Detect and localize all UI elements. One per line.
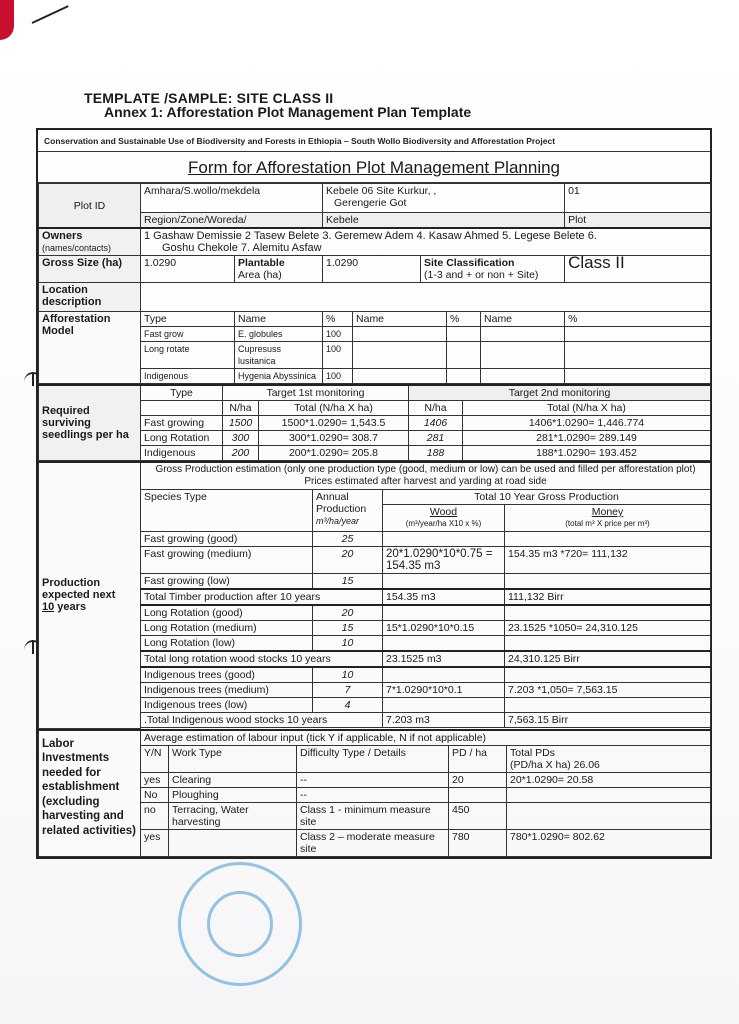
kebele-value-line1: Kebele 06 Site Kurkur, , [326, 185, 437, 197]
annual-cell: 15 [313, 621, 383, 636]
model-header-pct3: % [565, 312, 711, 327]
money-cell [505, 667, 711, 683]
labor-yn: no [141, 802, 169, 829]
model-header-pct: % [323, 312, 353, 327]
labor-total: 20*1.0290= 20.58 [507, 772, 711, 787]
labor-note: Average estimation of labour input (tick Y if applicable, N if not applicable) [141, 730, 711, 746]
official-stamp-icon [178, 862, 302, 986]
model-row-name: E. globules [235, 327, 323, 342]
model-row-pct: 100 [323, 369, 353, 384]
annual-cell: 10 [313, 636, 383, 652]
labor-difficulty: -- [297, 787, 449, 802]
labor-pd: 450 [449, 802, 507, 829]
owners-line1: 1 Gashaw Demissie 2 Tasew Belete 3. Geremew Adem 4. Kasaw Ahmed 5. Legese Belete 6. [144, 230, 597, 242]
species-cell: Indigenous trees (medium) [141, 683, 313, 698]
model-header-name2: Name [353, 312, 447, 327]
seedling-type: Indigenous [141, 446, 223, 461]
kebele-value [323, 184, 565, 213]
target1-header: Target 1st monitoring [223, 385, 409, 401]
total-money-cell: 7,563.15 Birr [505, 713, 711, 728]
money-cell: 154.35 m3 *720= 111,132 [505, 547, 711, 574]
labor-work: Terracing, Water harvesting [169, 802, 297, 829]
species-header: Species Type [141, 490, 313, 532]
production-table [38, 461, 711, 729]
plantable-subtitle: Area (ha) [238, 269, 282, 281]
production-years-word: years [54, 601, 87, 614]
form-frame [36, 128, 712, 859]
money-cell: 7.203 *1,050= 7,563.15 [505, 683, 711, 698]
location-value [141, 283, 711, 312]
region-label: Region/Zone/Woreda/ [141, 213, 323, 229]
total-wood-cell: 7.203 m3 [383, 713, 505, 728]
annual-cell: 4 [313, 698, 383, 713]
seedlings-type-header: Type [141, 385, 223, 401]
plot-value: 01 [565, 184, 711, 213]
seedling-total2: 281*1.0290= 289.149 [463, 431, 711, 446]
production-note: Gross Production estimation (only one production type (good, medium or low) can be used and filled per afforestation plot) Prices estimated after harvest and yarding at road side [141, 462, 711, 490]
site-class-sublabel: (1-3 and + or non + Site) [424, 269, 539, 281]
labor-difficulty: Class 2 – moderate measure site [297, 829, 449, 856]
labor-pd: 20 [449, 772, 507, 787]
kebele-label: Kebele [323, 213, 565, 229]
labor-label: Labor Investments needed for establishment (excluding harvesting and related activities) [39, 730, 141, 857]
seedling-n1: 1500 [223, 416, 259, 431]
wood-cell: 20*1.0290*10*0.75 = 154.35 m3 [383, 547, 505, 574]
owners-title: Owners [42, 230, 83, 242]
seedling-n2: 281 [409, 431, 463, 446]
seedling-n2: 1406 [409, 416, 463, 431]
labor-difficulty: Class 1 - minimum measure site [297, 802, 449, 829]
yn-header: Y/N [141, 745, 169, 772]
wood-cell [383, 636, 505, 652]
money-cell [505, 574, 711, 590]
gross-size-value: 1.0290 [141, 256, 235, 283]
total-wood-cell: 23.1525 m3 [383, 651, 505, 667]
annual-unit: m³/ha/year [316, 516, 360, 526]
model-row-name: Cupresuss lusitanica [235, 342, 323, 369]
labor-total [507, 802, 711, 829]
money-cell [505, 698, 711, 713]
wood-cell [383, 667, 505, 683]
site-class-label [421, 256, 565, 283]
wood-cell [383, 574, 505, 590]
money-cell: 23.1525 *1050= 24,310.125 [505, 621, 711, 636]
labor-work: Clearing [169, 772, 297, 787]
production-label [39, 462, 141, 728]
handwritten-check-mark [32, 5, 69, 24]
labor-pd: 780 [449, 829, 507, 856]
annual-cell: 25 [313, 532, 383, 547]
seedling-n1: 200 [223, 446, 259, 461]
seedling-n1: 300 [223, 431, 259, 446]
total-header: Total (N/ha X ha) [259, 401, 409, 416]
labor-pd [449, 787, 507, 802]
nha-header-2: N/ha [409, 401, 463, 416]
model-header-pct2: % [447, 312, 481, 327]
seedling-total2: 1406*1.0290= 1,446.774 [463, 416, 711, 431]
owners-sublabel: (names/contacts) [42, 243, 112, 253]
total-species-cell: Total long rotation wood stocks 10 years [141, 651, 383, 667]
seedling-total1: 200*1.0290= 205.8 [259, 446, 409, 461]
wood-unit: (m³/year/ha X10 x %) [405, 519, 482, 528]
wood-cell: 7*1.0290*10*0.1 [383, 683, 505, 698]
total-pds-header [507, 745, 711, 772]
wood-cell [383, 532, 505, 547]
nha-header: N/ha [223, 401, 259, 416]
model-row-type: Fast grow [141, 327, 235, 342]
model-header-name: Name [235, 312, 323, 327]
money-cell [505, 636, 711, 652]
labor-yn: No [141, 787, 169, 802]
seedling-n2: 188 [409, 446, 463, 461]
annual-cell: 7 [313, 683, 383, 698]
labor-difficulty: -- [297, 772, 449, 787]
wood-header [383, 505, 505, 532]
annual-cell: 10 [313, 667, 383, 683]
plantable-label [235, 256, 323, 283]
species-cell: Indigenous trees (good) [141, 667, 313, 683]
model-row-pct: 100 [323, 327, 353, 342]
total-pds-title: Total PDs [510, 746, 555, 759]
seedling-total1: 300*1.0290= 308.7 [259, 431, 409, 446]
annual-cell: 20 [313, 547, 383, 574]
owners-line2: Goshu Chekole 7. Alemitu Asfaw [162, 242, 322, 254]
production-label-line2: expected next [42, 589, 116, 602]
seedling-type: Long Rotation [141, 431, 223, 446]
plantable-title: Plantable [238, 257, 285, 269]
work-type-header: Work Type [169, 745, 297, 772]
total-money-cell: 24,310.125 Birr [505, 651, 711, 667]
species-cell: Indigenous trees (low) [141, 698, 313, 713]
seedlings-label: Required surviving seedlings per ha [39, 385, 141, 461]
labor-table [38, 729, 711, 857]
region-value: Amhara/S.wollo/mekdela [141, 184, 323, 213]
species-cell: Long Rotation (medium) [141, 621, 313, 636]
production-label-line1: Production [42, 577, 101, 590]
annex-title: Annex 1: Afforestation Plot Management Plan Template [104, 104, 472, 120]
annual-cell: 15 [313, 574, 383, 590]
plot-label: Plot [565, 213, 711, 229]
model-row-pct: 100 [323, 342, 353, 369]
annual-header [313, 490, 383, 532]
pd-header: PD / ha [449, 745, 507, 772]
model-row-type: Indigenous [141, 369, 235, 384]
money-header [505, 505, 711, 532]
seedling-total2: 188*1.0290= 193.452 [463, 446, 711, 461]
production-years-num: 10 [42, 601, 55, 614]
money-cell [505, 532, 711, 547]
model-header-type: Type [141, 312, 235, 327]
wood-cell [383, 698, 505, 713]
project-header: Conservation and Sustainable Use of Biodiversity and Forests in Ethiopia – South Wollo Biodiversity and Afforestation Project [38, 130, 710, 152]
seedling-total1: 1500*1.0290= 1,543.5 [259, 416, 409, 431]
labor-total [507, 787, 711, 802]
stamp-inner-ring [207, 891, 273, 957]
money-unit: (total m³ X price per m³) [565, 519, 650, 528]
labor-yn: yes [141, 829, 169, 856]
labor-work [169, 829, 297, 856]
wood-cell: 15*1.0290*10*0.15 [383, 621, 505, 636]
labor-work: Ploughing [169, 787, 297, 802]
form-title: Form for Afforestation Plot Management Planning [38, 152, 710, 183]
kebele-value-line2: Gerengerie Got [334, 197, 407, 209]
total-wood-cell: 154.35 m3 [383, 589, 505, 605]
annual-cell: 20 [313, 605, 383, 621]
production-label-line3 [42, 601, 137, 613]
gross-size-label: Gross Size (ha) [39, 256, 141, 283]
labor-yn: yes [141, 772, 169, 787]
site-class-value: Class II [565, 256, 711, 283]
total-species-cell: .Total Indigenous wood stocks 10 years [141, 713, 383, 728]
species-cell: Fast growing (good) [141, 532, 313, 547]
species-cell: Fast growing (medium) [141, 547, 313, 574]
total-money-cell: 111,132 Birr [505, 589, 711, 605]
location-label: Location description [39, 283, 141, 312]
target2-header: Target 2nd monitoring [409, 385, 711, 401]
species-cell: Long Rotation (good) [141, 605, 313, 621]
wood-cell [383, 605, 505, 621]
money-cell [505, 605, 711, 621]
total-species-cell: Total Timber production after 10 years [141, 589, 383, 605]
difficulty-header: Difficulty Type / Details [297, 745, 449, 772]
model-header-name3: Name [481, 312, 565, 327]
wood-header-text: Wood [429, 506, 458, 518]
template-title: TEMPLATE /SAMPLE: SITE CLASS II [84, 90, 334, 106]
owners-label [39, 228, 141, 256]
red-corner-mark [0, 0, 14, 40]
plot-id-label: Plot ID [39, 184, 141, 229]
seedling-type: Fast growing [141, 416, 223, 431]
plantable-value: 1.0290 [323, 256, 421, 283]
species-cell: Fast growing (low) [141, 574, 313, 590]
model-row-type: Long rotate [141, 342, 235, 369]
annual-header-text: Annual Production [316, 491, 367, 515]
model-row-name: Hygenia Abyssinica [235, 369, 323, 384]
total-pds-sub: (PD/ha X ha) 26.06 [510, 758, 600, 771]
site-class-title: Site Classification [424, 257, 515, 269]
plot-info-table [38, 183, 711, 384]
labor-total: 780*1.0290= 802.62 [507, 829, 711, 856]
seedlings-table [38, 384, 711, 461]
species-cell: Long Rotation (low) [141, 636, 313, 652]
money-header-text: Money [591, 506, 624, 518]
model-label: Afforestation Model [39, 312, 141, 384]
total-production-header: Total 10 Year Gross Production [383, 490, 711, 505]
owners-value [141, 228, 711, 256]
total-header-2: Total (N/ha X ha) [463, 401, 711, 416]
